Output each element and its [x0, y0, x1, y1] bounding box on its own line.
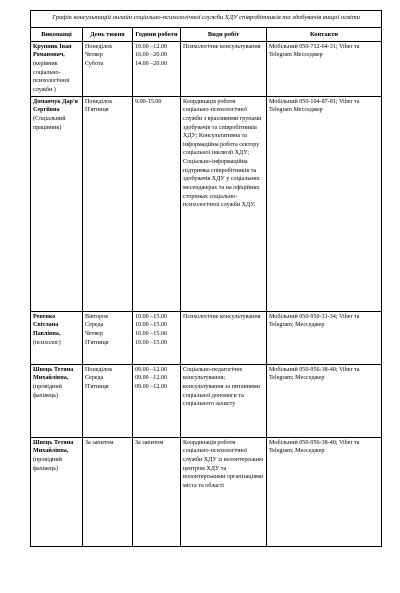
contacts-cell: [267, 311, 382, 364]
performer-role: (психолог): [33, 339, 61, 346]
weekday-value: Понеділок: [85, 366, 113, 373]
work-types-cell: [181, 96, 267, 311]
hours-value: 09.00 –12.00: [135, 383, 167, 390]
performer-role: (провідний фахівець): [33, 456, 62, 472]
weekday-value: Понеділок: [85, 43, 113, 50]
weekday-value: Четвер: [85, 330, 103, 337]
weekday-value: Понеділок: [85, 98, 113, 105]
header-weekday: День тижня: [83, 27, 133, 41]
table-row: [31, 41, 382, 96]
document-title: Графік консультацій онлайн соціально-психологічної служби ХДУ співробітників та здобувачів вищої освіти: [31, 11, 382, 28]
table-row: [31, 311, 382, 364]
weekday-value: За запитом: [85, 439, 114, 446]
table-row: [31, 96, 382, 311]
contact-details: Мобільний 050-956-38-40; Viber та Telegram; Месседжер: [269, 439, 360, 455]
work-description: Психологічне консультування: [183, 43, 261, 50]
hours-value: 14.00 –20.00: [135, 60, 167, 67]
weekday-value: Субота: [85, 60, 104, 67]
hours-value: 10.00 –15.00: [135, 330, 167, 337]
performer-cell: [31, 364, 83, 437]
contact-details: Мобільний 050-956-38-40; Viber та Telegram; Месседжер: [269, 366, 360, 382]
weekday-cell: [83, 364, 133, 437]
hours-cell: [133, 41, 181, 96]
header-performers: Виконавці: [31, 27, 83, 41]
performer-name: Доманчук Дар'я Сергіївна: [33, 98, 78, 114]
contacts-cell: [267, 437, 382, 546]
header-contacts: Контакти: [267, 27, 382, 41]
contacts-cell: [267, 96, 382, 311]
performer-role: (керівник соціально-психологічної служби ): [33, 60, 70, 93]
performer-cell: [31, 311, 83, 364]
performer-name: Ревенко Світлана Павлівна,: [33, 313, 61, 337]
weekday-value: Середа: [85, 322, 104, 329]
performer-role: (Соціальний працівник): [33, 115, 66, 131]
performer-name: Швець Тетяна Михайлівна,: [33, 439, 74, 455]
contact-details: Мобільний 050-950-31-34; Viber та Telegram; Месседжер: [269, 313, 360, 329]
weekday-cell: [83, 96, 133, 311]
contact-details: Мобільний 050-712-64-31; Viber та Telegram Месседжер: [269, 43, 360, 59]
weekday-value: Вівторок: [85, 313, 109, 320]
hours-value: 10.00 –15.00: [135, 313, 167, 320]
header-row: [31, 27, 382, 41]
hours-value: 09.00 –12.00: [135, 366, 167, 373]
performer-name: Швець Тетяна Михайлівна,: [33, 366, 74, 382]
work-types-cell: [181, 311, 267, 364]
work-types-cell: [181, 437, 267, 546]
work-types-cell: [181, 41, 267, 96]
hours-value: 09.00 –12.00: [135, 375, 167, 382]
work-description: Психологічне консультування: [183, 313, 261, 320]
hours-value: 9.00-15.00: [135, 98, 162, 105]
weekday-value: П'ятниця: [85, 107, 109, 114]
schedule-document: [30, 10, 381, 547]
weekday-value: Середа: [85, 375, 104, 382]
hours-value: 10.00 –15.00: [135, 322, 167, 329]
contact-details: Мобільний 050-104-87-81; Viber та Telegram Месседжер: [269, 98, 360, 114]
weekday-cell: [83, 437, 133, 546]
weekday-value: П'ятниця: [85, 383, 109, 390]
work-types-cell: [181, 364, 267, 437]
performer-cell: [31, 41, 83, 96]
hours-cell: [133, 311, 181, 364]
table-row: [31, 364, 382, 437]
contacts-cell: [267, 41, 382, 96]
hours-value: 10.00 –12.00: [135, 43, 167, 50]
weekday-value: Четвер: [85, 52, 103, 59]
hours-value: 16.00 –20.00: [135, 52, 167, 59]
performer-name: Крупник Іван Романович,: [33, 43, 72, 59]
work-description: Координація роботи соціально-психологічної служби ХДУ із волонтерським центром ХДУ та волонтерськими організаціями міста та області: [183, 439, 264, 489]
work-description: Координація роботи соціально-психологічної служби з вразливими групами здобувачів та співробітників ХДУ; Консультативна та інформаційна робота сектору соціальної інклюзії ХДУ; Соціально-інформаційна підтримка співробітників та здобувачів ХДУ у соціальних месенджерах та на офіційних сторінках соціально-психологічної служби ХДУ.: [183, 98, 262, 209]
hours-value: 10.00 –15.00: [135, 339, 167, 346]
header-work-types: Види робіт: [181, 27, 267, 41]
schedule-table: [30, 10, 382, 547]
schedule-body: [31, 41, 382, 546]
weekday-cell: [83, 41, 133, 96]
weekday-value: П'ятниця: [85, 339, 109, 346]
work-description: Соціально-педагогічне консультування; консультування за питаннями соціальної допомоги та соціального захисту: [183, 366, 260, 408]
title-row: [31, 11, 382, 28]
hours-value: За запитом: [135, 439, 164, 446]
contacts-cell: [267, 364, 382, 437]
performer-cell: [31, 437, 83, 546]
hours-cell: [133, 437, 181, 546]
hours-cell: [133, 96, 181, 311]
hours-cell: [133, 364, 181, 437]
weekday-cell: [83, 311, 133, 364]
performer-role: (провідний фахівець): [33, 383, 62, 399]
table-row: [31, 437, 382, 546]
header-hours: Години роботи: [133, 27, 181, 41]
performer-cell: [31, 96, 83, 311]
